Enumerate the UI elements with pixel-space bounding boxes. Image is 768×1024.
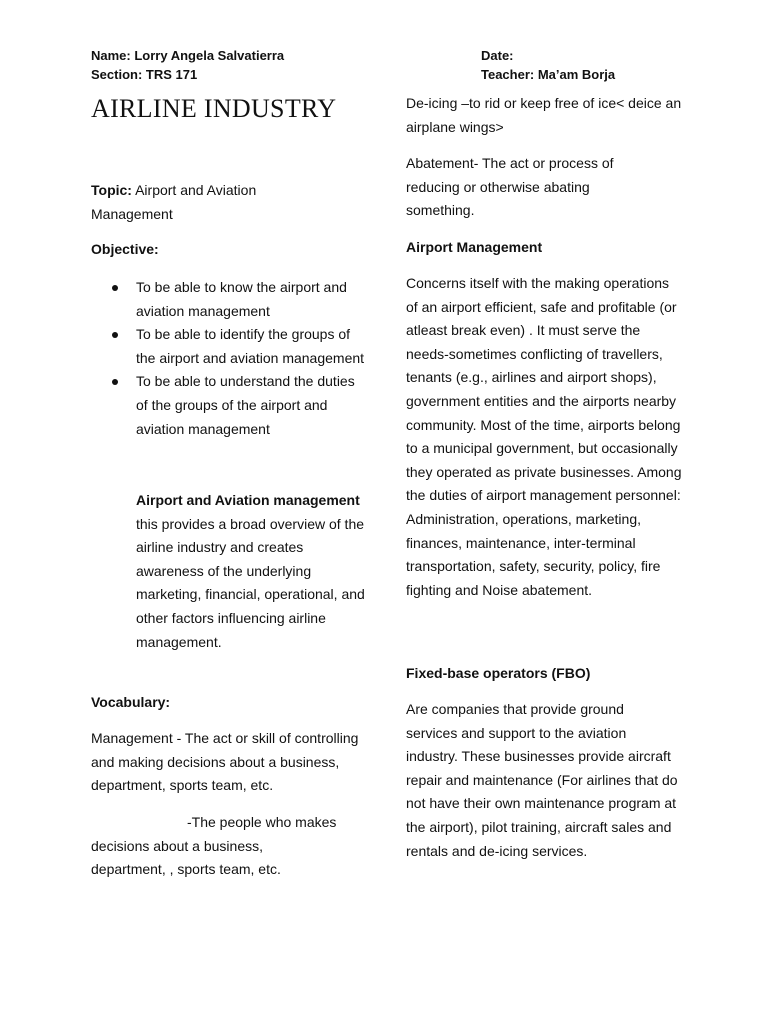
management-definition-2-rest: decisions about a business, department, , sports team, etc. (91, 837, 281, 878)
objective-heading: Objective: (91, 241, 159, 257)
fbo-heading: Fixed-base operators (FBO) (406, 665, 591, 681)
airport-management-body: Concerns itself with the making operations of an airport efficient, safe and profitable (or atleast break even) . It must serve the needs-sometimes conflicting of travellers, tenants (e.g., airlines and airport shops), government entities and the airports nearby community. Most of the time, airports belong to a municipal government, but occasionally they operated as private businesses. Among the duties of airport management personnel: Administration, operations, marketing, finances, maintenance, inter-terminal transportation, safety, security, policy, fire fighting and Noise abatement. (406, 275, 682, 598)
teacher-label: Teacher: Ma’am Borja (481, 67, 616, 82)
topic-value: Airport and Aviation (131, 182, 257, 198)
objective-list (91, 276, 366, 441)
bullet-icon (112, 379, 118, 385)
section-label: Section: TRS 171 (91, 67, 198, 82)
topic (91, 179, 371, 226)
objective-item: To be able to know the airport and aviation management (91, 276, 366, 323)
date-label: Date: (481, 48, 514, 63)
objective-item: To be able to understand the duties of the groups of the airport and aviation management (91, 370, 366, 441)
management-definition-2 (91, 811, 371, 882)
aviation-management-body: this provides a broad overview of the airline industry and creates awareness of the underlying marketing, financial, operational, and other factors influencing airline management. (136, 515, 365, 650)
deicing-definition: De-icing –to rid or keep free of ice< deice an airplane wings> (406, 95, 682, 135)
topic-label: Topic: (91, 182, 132, 198)
management-definition-1: Management - The act or skill of controlling and making decisions about a business, department, sports team, etc. (91, 730, 359, 794)
bullet-icon (112, 285, 118, 291)
aviation-management-heading: Airport and Aviation management (136, 492, 360, 508)
airport-management-heading: Airport Management (406, 239, 543, 255)
fbo-body: Are companies that provide ground services and support to the aviation industry. These businesses provide aircraft repair and maintenance (For airlines that do not have their own maintenance program at the airport), pilot training, aircraft sales and rentals and de-icing services. (406, 701, 678, 859)
objective-item: To be able to identify the groups of the airport and aviation management (91, 323, 366, 370)
bullet-icon (112, 332, 118, 338)
abatement-definition: Abatement- The act or process of reducing or otherwise abating something. (406, 155, 614, 219)
document-title: AIRLINE INDUSTRY (91, 94, 337, 123)
aviation-management-section (136, 489, 366, 654)
vocabulary-heading: Vocabulary: (91, 694, 171, 710)
management-definition-2-first-line: -The people who makes (187, 814, 337, 830)
student-name: Name: Lorry Angela Salvatierra (91, 48, 285, 63)
topic-value-cont: Management (91, 205, 173, 222)
